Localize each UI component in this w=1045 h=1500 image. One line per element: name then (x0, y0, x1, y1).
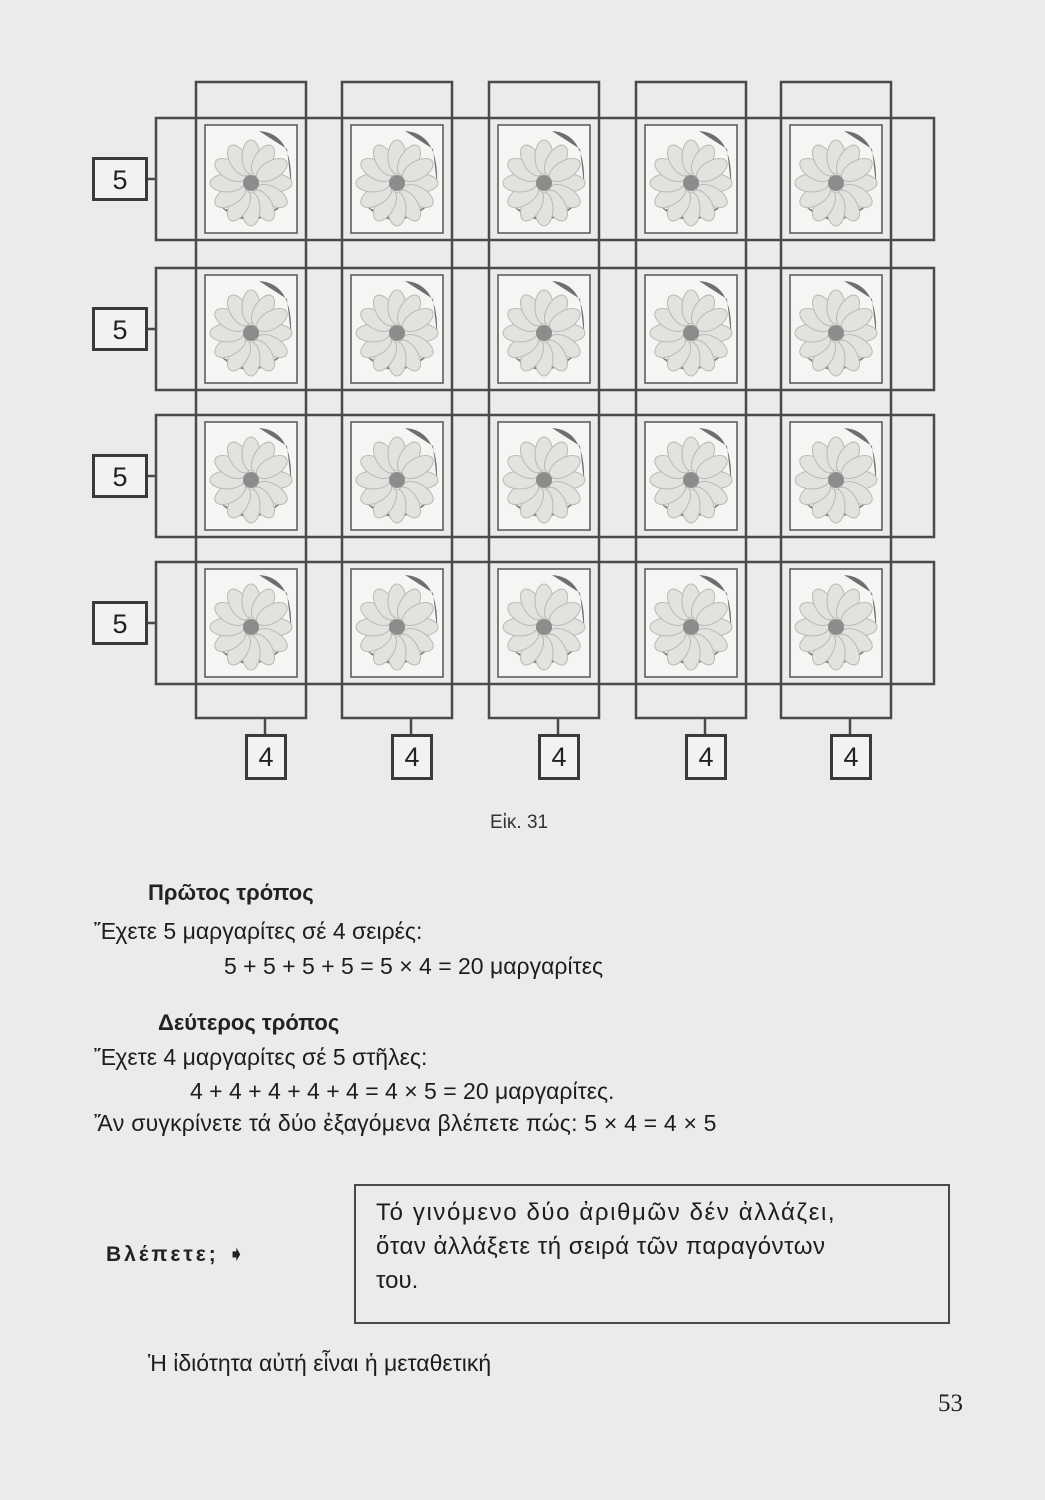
row-count-label: 5 (92, 157, 148, 201)
daisy-icon (790, 569, 882, 677)
daisy-icon (205, 569, 297, 677)
row-count-label: 5 (92, 307, 148, 351)
daisy-icon (645, 125, 737, 233)
see-label: Βλέπετε; ➧ (106, 1243, 249, 1266)
daisy-icon (205, 125, 297, 233)
page-number: 53 (938, 1390, 963, 1417)
figure-caption: Εἰκ. 31 (490, 812, 549, 833)
column-count-label: 4 (538, 734, 580, 780)
daisy-icon (645, 569, 737, 677)
daisy-icon (645, 275, 737, 383)
first-way-equation: 5 + 5 + 5 + 5 = 5 × 4 = 20 μαργαρίτες (224, 953, 604, 979)
daisy-icon (351, 125, 443, 233)
daisy-icon (351, 422, 443, 530)
rule-box (354, 1184, 950, 1324)
column-count-label: 4 (391, 734, 433, 780)
column-count-label: 4 (245, 734, 287, 780)
column-count-label: 4 (685, 734, 727, 780)
rule-line-1: Τό γινόμενο δύο ἀριθμῶν δέν ἀλλάζει, (376, 1199, 837, 1226)
daisy-icon (790, 125, 882, 233)
daisy-icon (645, 422, 737, 530)
property-line: Ἡ ἰδιότητα αὐτή εἶναι ἡ μεταθετική (148, 1350, 492, 1376)
daisy-icon (498, 569, 590, 677)
daisy-icon (498, 125, 590, 233)
second-way-heading: Δεύτερος τρόπος (158, 1010, 340, 1035)
daisy-icon (205, 422, 297, 530)
daisy-icon (351, 275, 443, 383)
comparison-line: Ἄν συγκρίνετε τά δύο ἐξαγόμενα βλέπετε πώς: 5 × 4 = 4 × 5 (94, 1110, 717, 1136)
first-way-heading: Πρῶτος τρόπος (148, 880, 314, 905)
second-way-equation: 4 + 4 + 4 + 4 + 4 = 4 × 5 = 20 μαργαρίτες. (190, 1078, 615, 1104)
daisy-icon (790, 422, 882, 530)
row-count-label: 5 (92, 601, 148, 645)
daisy-icon (351, 569, 443, 677)
second-way-statement: Ἔχετε 4 μαργαρίτες σέ 5 στῆλες: (94, 1044, 428, 1070)
rule-line-3: του. (376, 1267, 419, 1294)
first-way-statement: Ἔχετε 5 μαργαρίτες σέ 4 σειρές: (94, 918, 423, 944)
daisy-icon (498, 422, 590, 530)
rule-line-2: ὅταν ἀλλάξετε τή σειρά τῶν παραγόντων (376, 1233, 826, 1260)
daisy-icon (498, 275, 590, 383)
row-count-label: 5 (92, 454, 148, 498)
column-count-label: 4 (830, 734, 872, 780)
daisy-icon (205, 275, 297, 383)
daisy-icon (790, 275, 882, 383)
